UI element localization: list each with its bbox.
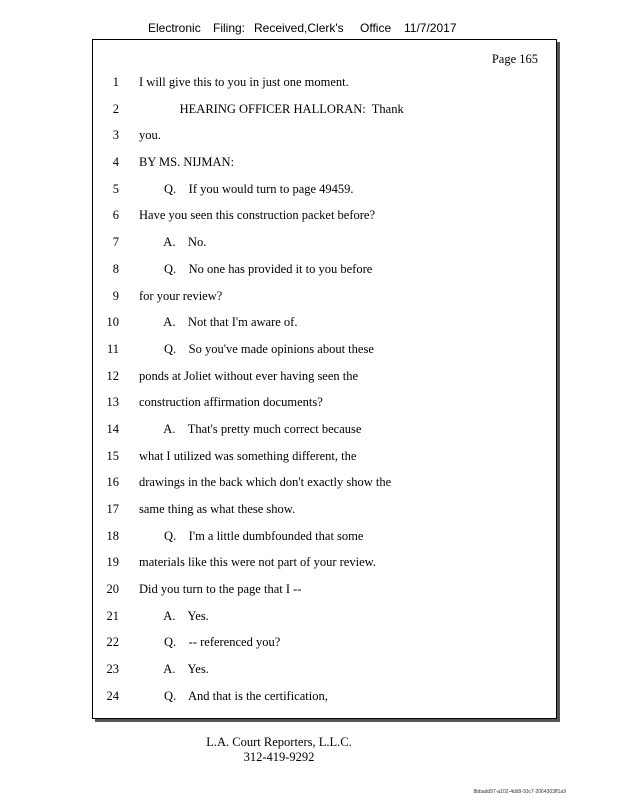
line-number: 4 [112,155,119,170]
filing-stamp-received: Received,Clerk's [254,21,344,35]
line-text: ponds at Joliet without ever having seen the [139,368,359,383]
transcript-line [93,475,556,502]
line-text: materials like this were not part of your review. [139,555,376,570]
line-text: Q. No one has provided it to you before [139,261,373,276]
line-text: Have you seen this construction packet before? [139,208,376,223]
line-text: for your review? [139,288,223,303]
transcript-line [93,502,556,529]
line-number: 21 [106,608,119,623]
transcript-line [93,182,556,209]
line-text: Q. -- referenced you? [139,635,281,650]
transcript-line [93,262,556,289]
transcript-lines [93,75,556,716]
line-number: 14 [106,421,119,436]
line-number: 22 [106,635,119,650]
line-number: 5 [112,181,119,196]
transcript-line [93,582,556,609]
transcript-line [93,449,556,476]
line-number: 17 [106,502,119,516]
line-number: 1 [112,75,119,89]
transcript-line [93,155,556,182]
footer-company: L.A. Court Reporters, L.L.C. [206,735,352,749]
transcript-line [93,128,556,155]
line-number: 3 [112,128,119,143]
line-text: Did you turn to the page that I -- [139,582,302,597]
transcript-line [93,75,556,102]
line-number: 2 [112,101,119,116]
line-text: Q. I'm a little dumbfounded that some [139,528,364,543]
line-number: 19 [106,555,119,570]
line-number: 24 [106,688,119,703]
transcript-line [93,609,556,636]
line-text: HEARING OFFICER HALLORAN: Thank [139,101,404,116]
line-number: 8 [112,261,119,276]
transcript-line [93,369,556,396]
line-text: A. Not that I'm aware of. [139,315,298,330]
line-number: 20 [106,582,119,597]
line-number: 7 [112,235,119,250]
transcript-line [93,235,556,262]
line-number: 15 [106,448,119,463]
transcript-line [93,529,556,556]
transcript-line [93,342,556,369]
line-number: 9 [112,288,119,303]
filing-stamp-office: Office [360,21,392,35]
transcript-line [93,662,556,689]
line-text: A. Yes. [139,608,209,623]
footer-phone: 312-419-9292 [243,750,315,764]
transcript-line [93,315,556,342]
transcript-line [93,555,556,582]
line-text: Q. And that is the certification, [139,688,328,703]
transcript-line [93,102,556,129]
filing-stamp-date: 11/7/2017 [404,21,457,35]
line-number: 6 [112,208,119,223]
line-number: 12 [106,368,119,383]
line-text: what I utilized was something different, the [139,448,357,463]
line-number: 11 [106,341,119,356]
transcript-line [93,395,556,422]
filing-stamp-filing: Filing: [213,21,246,35]
line-text: A. That's pretty much correct because [139,421,362,436]
line-text: you. [139,128,161,143]
line-text: BY MS. NIJMAN: [139,155,235,170]
line-text: A. No. [139,235,207,250]
line-number: 13 [106,395,119,410]
transcript-line [93,422,556,449]
line-number: 10 [106,315,119,330]
line-text: same thing as what these show. [139,502,296,516]
line-number: 16 [106,475,119,490]
transcript-line [93,208,556,235]
line-text: Q. If you would turn to page 49459. [139,181,354,196]
line-text: construction affirmation documents? [139,395,323,410]
transcript-page [92,39,557,719]
document-hash: 8bbadd97-a102-4dd9-93c7-2064303ff1a9 [473,789,566,795]
filing-stamp-electronic: Electronic [148,21,201,35]
line-text: I will give this to you in just one moment. [139,75,349,89]
transcript-line [93,635,556,662]
page-number: Page 165 [491,52,538,66]
transcript-line [93,289,556,316]
line-number: 18 [106,528,119,543]
line-text: Q. So you've made opinions about these [139,341,374,356]
line-number: 23 [106,662,119,677]
line-text: drawings in the back which don't exactly show the [139,475,392,490]
transcript-line [93,689,556,716]
line-text: A. Yes. [139,662,209,677]
